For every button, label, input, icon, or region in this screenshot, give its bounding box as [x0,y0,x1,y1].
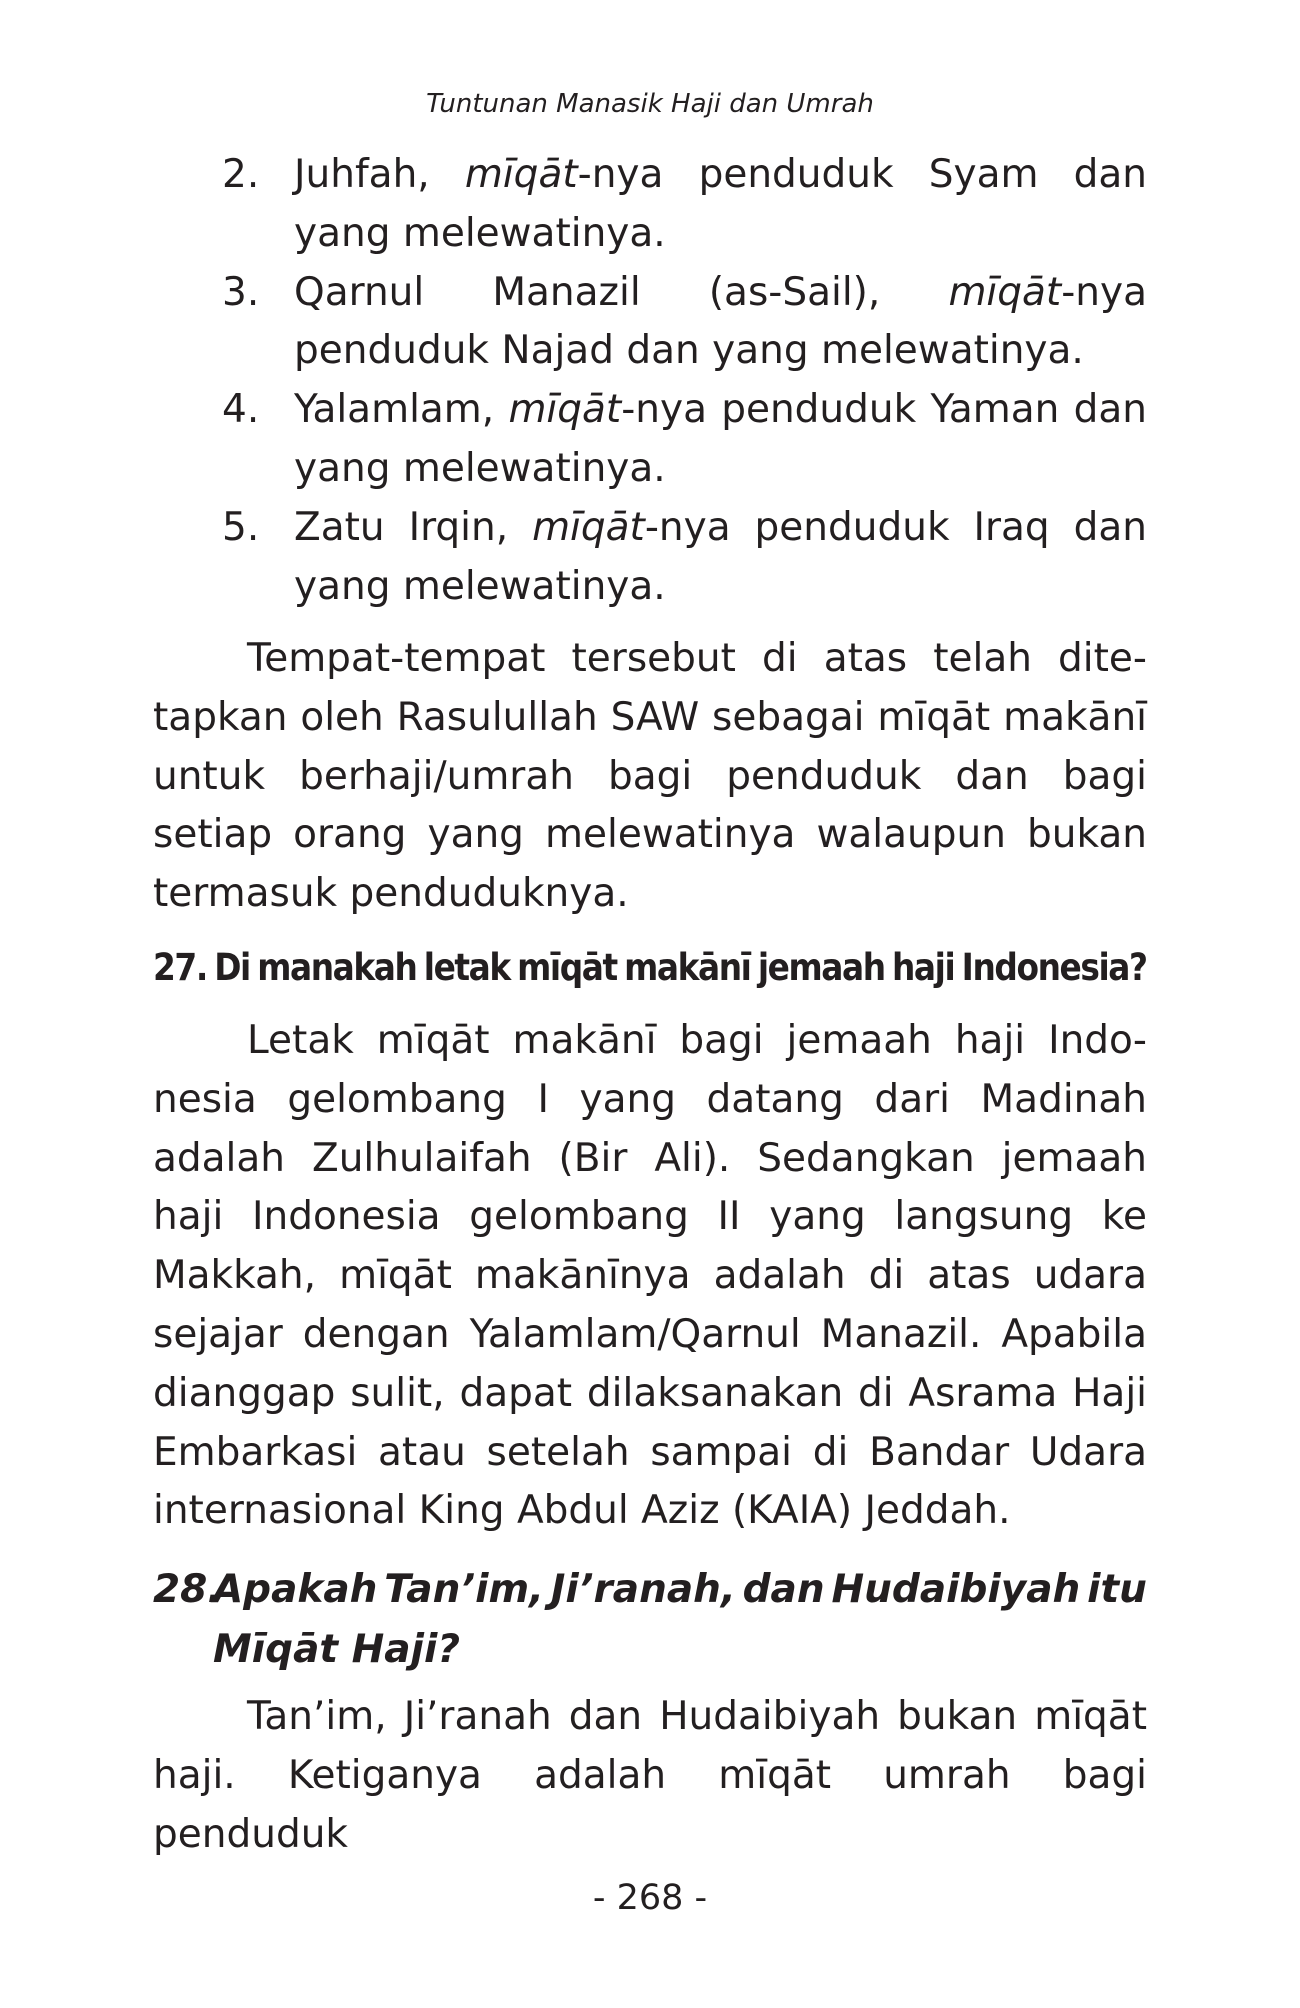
list-item-text: Yalamlam, mīqāt-nya penduduk Yaman dan yang melewatinya. [294,387,1147,491]
list-item-number: 4. [222,387,260,433]
list-item [222,381,1147,499]
list-item-text: Juhfah, mīqāt-nya penduduk Syam dan yang melewatinya. [294,152,1148,256]
question-28-word: Apakah [213,1567,378,1612]
answer-27-paragraph: Letak mīqāt makānī bagi jemaah haji Indonesia gelombang I yang datang dari Madinah adalah Zulhulaifah (Bir Ali). Sedangkan jemaah haji Indonesia gelombang II yang langsung ke Makkah, mīqāt makānīnya adalah di atas udara sejajar dengan Yalamlam/Qarnul Manazil. Apabila dianggap sulit, dapat dilaksanakan di Asrama Haji Embarkasi atau setelah sampai di Bandar Udara internasional King Abdul Aziz (KAIA) Jeddah. [153,1018,1147,1534]
question-28-number: 28. [153,1567,223,1612]
list-item-text: Qarnul Manazil (as-Sail), mīqāt-nya penduduk Najad dan yang melewatinya. [294,269,1147,374]
question-28-word: dan [742,1567,825,1612]
page-number: - 268 - [592,1878,708,1918]
list-item-text: Zatu Irqin, mīqāt-nya penduduk Iraq dan yang melewatinya. [294,504,1147,609]
question-27-heading [153,944,1147,992]
list-item-number: 3. [222,269,260,315]
list-item-number: 5. [222,504,260,550]
question-28-word: Hudaibiyah [831,1567,1081,1612]
question-28-word: itu [1087,1567,1147,1612]
list-item-number: 2. [222,152,260,197]
answer-28-paragraph: Tan’im, Ji’ranah dan Hudaibiyah bukan mīqāt haji. Ketiganya adalah mīqāt umrah bagi penduduk [153,1694,1147,1857]
question-28-line2: Mīqāt Haji? [213,1627,460,1672]
question-28-word: Tan’im, [384,1567,544,1612]
list-item [222,264,1147,382]
question-28-word: Ji’ranah, [550,1567,736,1612]
list-item [222,499,1147,617]
question-27-text: Di manakah letak mīqāt makānī jemaah haji Indonesia? [214,946,1147,989]
question-27-number: 27. [153,946,207,989]
list-item [222,146,1147,264]
question-28-heading [153,1560,1147,1680]
paragraph-miqat-explanation: Tempat-tempat tersebut di atas telah ditetapkan oleh Rasulullah SAW sebagai mīqāt makānī untuk berhaji/umrah bagi penduduk dan bagi setiap orang yang melewatinya walaupun bukan termasuk penduduknya. [153,636,1147,917]
running-header: Tuntunan Manasik Haji dan Umrah [426,89,874,119]
miqat-list [222,146,1147,616]
